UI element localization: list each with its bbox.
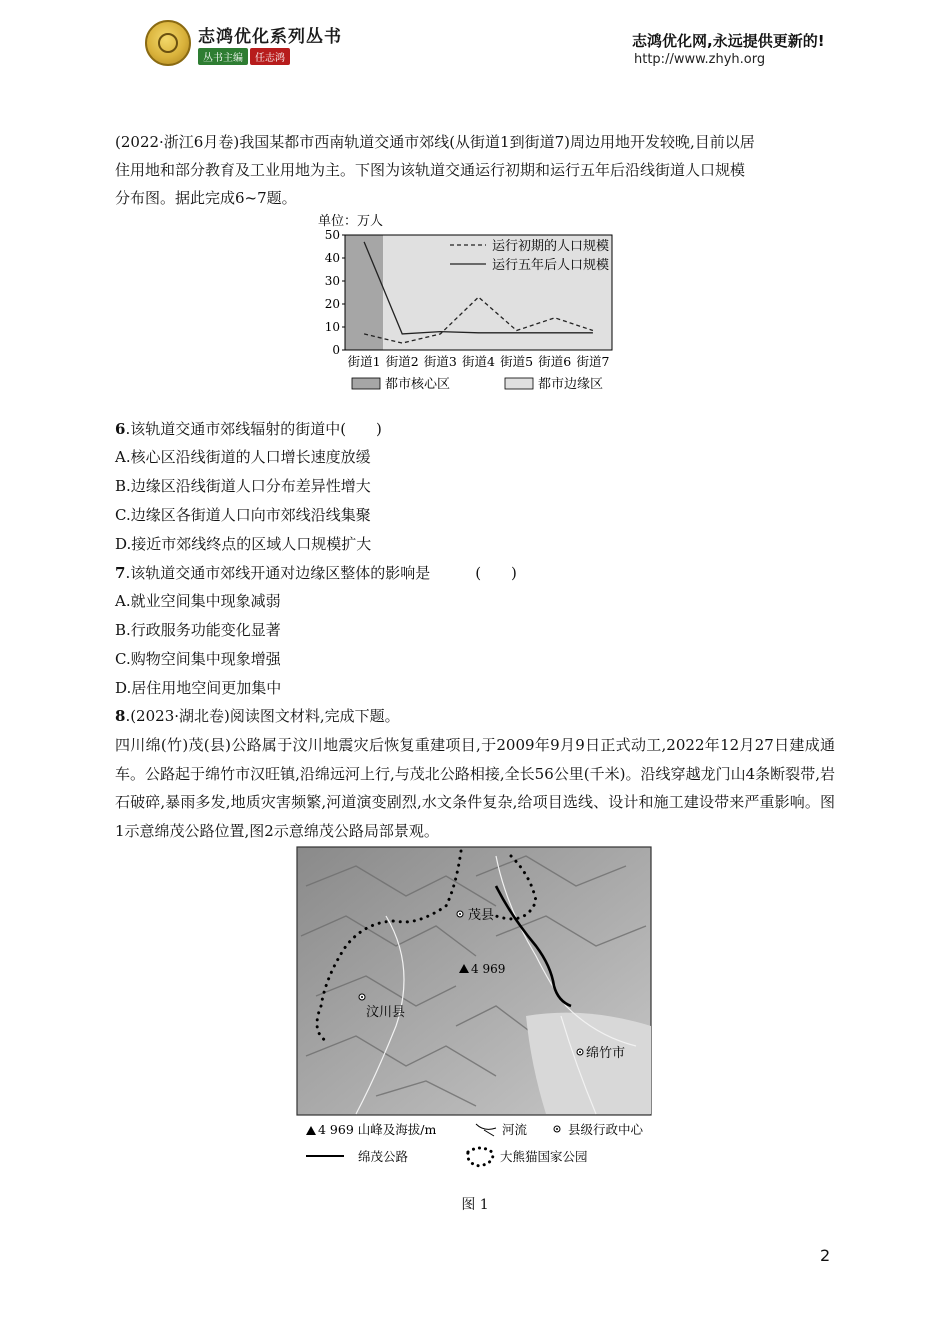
q7-number: 7 xyxy=(115,564,126,582)
mianmao-road-map xyxy=(296,846,652,1176)
y-tick-label: 0 xyxy=(332,343,340,357)
x-tick-label: 街道2 xyxy=(385,354,419,369)
wenchuan-label: 汶川县 xyxy=(366,1005,406,1020)
legend-park-icon xyxy=(468,1148,493,1166)
legend-road: 绵茂公路 xyxy=(358,1149,409,1164)
q8-number: 8 xyxy=(115,707,126,725)
q6-option-b[interactable]: B.边缘区沿线街道人口分布差异性增大 xyxy=(115,477,371,495)
header-slogan: 志鸿优化网,永远提供更新的! xyxy=(632,32,825,50)
q6-option-d[interactable]: D.接近市郊线终点的区域人口规模扩大 xyxy=(115,535,372,553)
q7-option-c[interactable]: C.购物空间集中现象增强 xyxy=(115,650,281,668)
q8-material: 四川绵(竹)茂(县)公路属于汶川地震灾后恢复重建项目,于2009年9月9日正式动工,2022年12月27日建成通车。公路起于绵竹市汉旺镇,沿绵远河上行,与茂北公路相接,全长56公里(千米)。沿线穿越龙门山4条断裂带,岩石破碎,暴雨多发,地质灾害频繁,河道演变剧烈,水文条件复杂,给项目选线、设计和施工建设带来严重影响。图1示意绵茂公路位置,图2示意绵茂公路局部景观。 xyxy=(115,736,835,840)
zone-legend-swatch-2 xyxy=(505,378,533,389)
x-tick-label: 街道1 xyxy=(347,354,381,369)
q6-number: 6 xyxy=(115,420,126,438)
y-tick-label: 40 xyxy=(324,251,340,265)
q8-stem xyxy=(115,702,400,731)
maoxian-label: 茂县 xyxy=(468,908,495,923)
zone-legend-label-1: 都市核心区 xyxy=(385,377,451,392)
y-tick-label: 30 xyxy=(324,274,340,288)
legend-county: 县级行政中心 xyxy=(568,1122,644,1137)
chart-plot-area xyxy=(325,228,612,392)
legend-river: 河流 xyxy=(502,1122,528,1137)
mianzhu-plain xyxy=(526,1013,651,1114)
header-url[interactable]: http://www.zhyh.org xyxy=(634,52,766,67)
legend-label-1: 运行初期的人口规模 xyxy=(492,239,610,254)
x-tick-label: 街道3 xyxy=(423,354,457,369)
peak-elevation: 4 969 xyxy=(471,962,506,976)
intro-line-1: (2022·浙江6月卷)我国某都市西南轨道交通市郊线(从街道1到街道7)周边用地开发较晚,目前以居 xyxy=(115,133,755,151)
zone-legend-swatch-1 xyxy=(352,378,380,389)
y-tick-label: 50 xyxy=(324,228,340,242)
legend-river-icon xyxy=(476,1124,496,1136)
legend-peak: 4 969 山峰及海拔/m xyxy=(318,1122,437,1137)
x-tick-label: 街道5 xyxy=(500,354,534,369)
intro-line-2: 住用地和部分教育及工业用地为主。下图为该轨道交通运行初期和运行五年后沿线街道人口规模 xyxy=(115,161,746,179)
legend-park: 大熊猫国家公园 xyxy=(500,1149,588,1164)
q7-option-b[interactable]: B.行政服务功能变化显著 xyxy=(115,621,281,639)
x-tick-label: 街道6 xyxy=(538,354,572,369)
editor-name: 任志鸿 xyxy=(250,48,290,65)
publisher-logo xyxy=(145,20,191,66)
zone-legend-label-2: 都市边缘区 xyxy=(538,377,604,392)
y-tick-label: 10 xyxy=(324,320,340,334)
q7-option-d[interactable]: D.居住用地空间更加集中 xyxy=(115,679,282,697)
core-zone-bg xyxy=(345,235,383,350)
x-tick-label: 街道7 xyxy=(576,354,610,369)
figure-caption: 图 1 xyxy=(461,1197,489,1213)
population-chart xyxy=(300,205,650,405)
unit-label: 单位：万人 xyxy=(318,214,384,229)
q8-stem-text: .(2023·湖北卷)阅读图文材料,完成下题。 xyxy=(125,707,400,725)
q7-option-a[interactable]: A.就业空间集中现象减弱 xyxy=(115,592,281,610)
legend-peak-icon xyxy=(306,1126,316,1135)
y-tick-label: 20 xyxy=(324,297,340,311)
page-header xyxy=(0,14,950,84)
mianzhu-label: 绵竹市 xyxy=(586,1046,626,1061)
page-number: 2 xyxy=(820,1246,831,1265)
q6-option-a[interactable]: A.核心区沿线街道的人口增长速度放缓 xyxy=(115,448,371,466)
q6-stem-text: .该轨道交通市郊线辐射的街道中( ) xyxy=(125,420,382,438)
q6-option-c[interactable]: C.边缘区各街道人口向市郊线沿线集聚 xyxy=(115,506,371,524)
q7-stem xyxy=(115,559,517,588)
legend-label-2: 运行五年后人口规模 xyxy=(492,258,610,273)
x-tick-label: 街道4 xyxy=(462,354,495,369)
editor-tag: 丛书主编 xyxy=(198,48,248,65)
series-brand: 志鸿优化系列丛书 xyxy=(198,27,342,47)
q7-stem-text: .该轨道交通市郊线开通对边缘区整体的影响是 ( ) xyxy=(125,564,517,582)
q6-stem xyxy=(115,415,382,444)
intro-line-3: 分布图。据此完成6~7题。 xyxy=(115,189,297,207)
